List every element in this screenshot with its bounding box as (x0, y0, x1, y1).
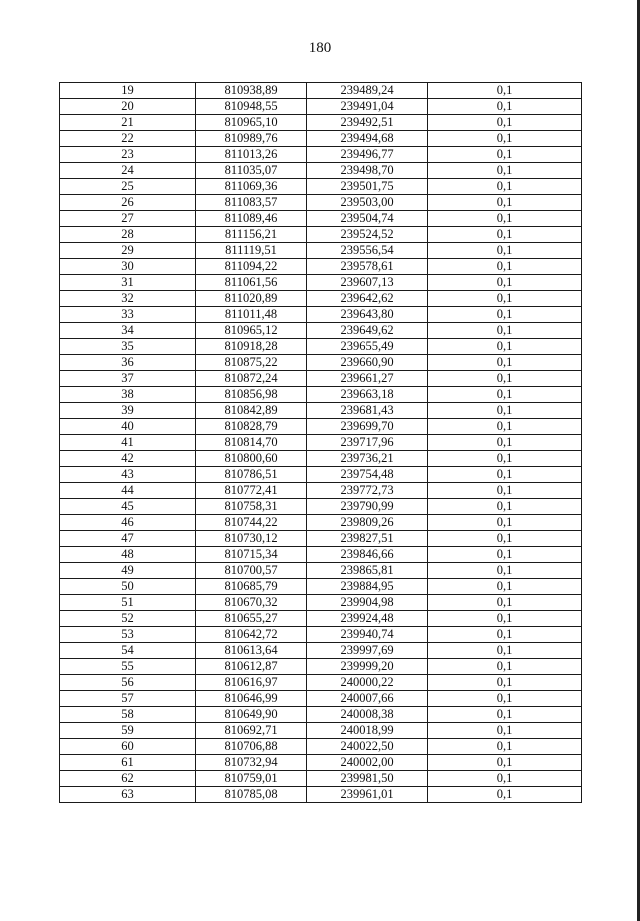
accuracy-cell: 0,1 (428, 83, 582, 99)
x-coordinate-cell: 810938,89 (196, 83, 307, 99)
x-coordinate-cell: 810715,34 (196, 547, 307, 563)
accuracy-cell: 0,1 (428, 499, 582, 515)
point-number-cell: 21 (60, 115, 196, 131)
y-coordinate-cell: 239491,04 (307, 99, 428, 115)
point-number-cell: 46 (60, 515, 196, 531)
y-coordinate-cell: 239503,00 (307, 195, 428, 211)
table-row (60, 579, 582, 595)
x-coordinate-cell: 810613,64 (196, 643, 307, 659)
y-coordinate-cell: 240000,22 (307, 675, 428, 691)
x-coordinate-cell: 810965,10 (196, 115, 307, 131)
table-row (60, 707, 582, 723)
y-coordinate-cell: 239498,70 (307, 163, 428, 179)
x-coordinate-cell: 810772,41 (196, 483, 307, 499)
y-coordinate-cell: 240007,66 (307, 691, 428, 707)
point-number-cell: 24 (60, 163, 196, 179)
accuracy-cell: 0,1 (428, 707, 582, 723)
x-coordinate-cell: 810785,08 (196, 787, 307, 803)
x-coordinate-cell: 810730,12 (196, 531, 307, 547)
point-number-cell: 42 (60, 451, 196, 467)
table-row (60, 499, 582, 515)
table-row (60, 771, 582, 787)
x-coordinate-cell: 810642,72 (196, 627, 307, 643)
x-coordinate-cell: 810692,71 (196, 723, 307, 739)
x-coordinate-cell: 810918,28 (196, 339, 307, 355)
table-row (60, 275, 582, 291)
table-row (60, 339, 582, 355)
table-row (60, 371, 582, 387)
x-coordinate-cell: 810685,79 (196, 579, 307, 595)
x-coordinate-cell: 811061,56 (196, 275, 307, 291)
y-coordinate-cell: 239643,80 (307, 307, 428, 323)
x-coordinate-cell: 810965,12 (196, 323, 307, 339)
x-coordinate-cell: 810616,97 (196, 675, 307, 691)
x-coordinate-cell: 810758,31 (196, 499, 307, 515)
point-number-cell: 44 (60, 483, 196, 499)
x-coordinate-cell: 810759,01 (196, 771, 307, 787)
y-coordinate-cell: 239981,50 (307, 771, 428, 787)
accuracy-cell: 0,1 (428, 451, 582, 467)
point-number-cell: 43 (60, 467, 196, 483)
point-number-cell: 31 (60, 275, 196, 291)
table-row (60, 691, 582, 707)
table-row (60, 419, 582, 435)
point-number-cell: 30 (60, 259, 196, 275)
accuracy-cell: 0,1 (428, 115, 582, 131)
y-coordinate-cell: 239884,95 (307, 579, 428, 595)
y-coordinate-cell: 239655,49 (307, 339, 428, 355)
x-coordinate-cell: 810646,99 (196, 691, 307, 707)
point-number-cell: 54 (60, 643, 196, 659)
accuracy-cell: 0,1 (428, 643, 582, 659)
accuracy-cell: 0,1 (428, 723, 582, 739)
point-number-cell: 33 (60, 307, 196, 323)
accuracy-cell: 0,1 (428, 595, 582, 611)
x-coordinate-cell: 810655,27 (196, 611, 307, 627)
accuracy-cell: 0,1 (428, 371, 582, 387)
x-coordinate-cell: 810700,57 (196, 563, 307, 579)
table-row (60, 659, 582, 675)
x-coordinate-cell: 811011,48 (196, 307, 307, 323)
y-coordinate-cell: 240002,00 (307, 755, 428, 771)
table-row (60, 739, 582, 755)
y-coordinate-cell: 239607,13 (307, 275, 428, 291)
table-row (60, 163, 582, 179)
accuracy-cell: 0,1 (428, 403, 582, 419)
accuracy-cell: 0,1 (428, 627, 582, 643)
accuracy-cell: 0,1 (428, 211, 582, 227)
y-coordinate-cell: 239924,48 (307, 611, 428, 627)
accuracy-cell: 0,1 (428, 435, 582, 451)
point-number-cell: 53 (60, 627, 196, 643)
accuracy-cell: 0,1 (428, 531, 582, 547)
y-coordinate-cell: 239997,69 (307, 643, 428, 659)
y-coordinate-cell: 239809,26 (307, 515, 428, 531)
y-coordinate-cell: 239699,70 (307, 419, 428, 435)
point-number-cell: 63 (60, 787, 196, 803)
accuracy-cell: 0,1 (428, 195, 582, 211)
table-row (60, 451, 582, 467)
table-row (60, 723, 582, 739)
y-coordinate-cell: 239681,43 (307, 403, 428, 419)
accuracy-cell: 0,1 (428, 771, 582, 787)
point-number-cell: 58 (60, 707, 196, 723)
x-coordinate-cell: 810732,94 (196, 755, 307, 771)
y-coordinate-cell: 239999,20 (307, 659, 428, 675)
x-coordinate-cell: 810948,55 (196, 99, 307, 115)
table-row (60, 483, 582, 499)
y-coordinate-cell: 239961,01 (307, 787, 428, 803)
accuracy-cell: 0,1 (428, 323, 582, 339)
accuracy-cell: 0,1 (428, 515, 582, 531)
x-coordinate-cell: 811094,22 (196, 259, 307, 275)
point-number-cell: 38 (60, 387, 196, 403)
point-number-cell: 55 (60, 659, 196, 675)
y-coordinate-cell: 239501,75 (307, 179, 428, 195)
y-coordinate-cell: 240022,50 (307, 739, 428, 755)
y-coordinate-cell: 239846,66 (307, 547, 428, 563)
table-row (60, 307, 582, 323)
accuracy-cell: 0,1 (428, 467, 582, 483)
point-number-cell: 22 (60, 131, 196, 147)
y-coordinate-cell: 239649,62 (307, 323, 428, 339)
accuracy-cell: 0,1 (428, 355, 582, 371)
x-coordinate-cell: 810786,51 (196, 467, 307, 483)
point-number-cell: 48 (60, 547, 196, 563)
x-coordinate-cell: 811035,07 (196, 163, 307, 179)
point-number-cell: 37 (60, 371, 196, 387)
table-row (60, 611, 582, 627)
x-coordinate-cell: 811089,46 (196, 211, 307, 227)
coordinates-table-body (60, 83, 582, 803)
table-row (60, 147, 582, 163)
x-coordinate-cell: 810875,22 (196, 355, 307, 371)
x-coordinate-cell: 811156,21 (196, 227, 307, 243)
table-row (60, 259, 582, 275)
x-coordinate-cell: 810744,22 (196, 515, 307, 531)
table-row (60, 643, 582, 659)
accuracy-cell: 0,1 (428, 579, 582, 595)
point-number-cell: 19 (60, 83, 196, 99)
x-coordinate-cell: 811020,89 (196, 291, 307, 307)
y-coordinate-cell: 239492,51 (307, 115, 428, 131)
point-number-cell: 49 (60, 563, 196, 579)
accuracy-cell: 0,1 (428, 755, 582, 771)
y-coordinate-cell: 240018,99 (307, 723, 428, 739)
accuracy-cell: 0,1 (428, 483, 582, 499)
y-coordinate-cell: 239494,68 (307, 131, 428, 147)
table-row (60, 627, 582, 643)
y-coordinate-cell: 239754,48 (307, 467, 428, 483)
accuracy-cell: 0,1 (428, 547, 582, 563)
y-coordinate-cell: 239940,74 (307, 627, 428, 643)
x-coordinate-cell: 810800,60 (196, 451, 307, 467)
point-number-cell: 28 (60, 227, 196, 243)
table-row (60, 515, 582, 531)
y-coordinate-cell: 239827,51 (307, 531, 428, 547)
x-coordinate-cell: 810706,88 (196, 739, 307, 755)
point-number-cell: 26 (60, 195, 196, 211)
point-number-cell: 39 (60, 403, 196, 419)
table-row (60, 83, 582, 99)
table-row (60, 99, 582, 115)
point-number-cell: 50 (60, 579, 196, 595)
table-row (60, 563, 582, 579)
table-row (60, 243, 582, 259)
point-number-cell: 32 (60, 291, 196, 307)
accuracy-cell: 0,1 (428, 419, 582, 435)
accuracy-cell: 0,1 (428, 787, 582, 803)
y-coordinate-cell: 239524,52 (307, 227, 428, 243)
point-number-cell: 52 (60, 611, 196, 627)
accuracy-cell: 0,1 (428, 227, 582, 243)
y-coordinate-cell: 239663,18 (307, 387, 428, 403)
point-number-cell: 27 (60, 211, 196, 227)
table-row (60, 323, 582, 339)
accuracy-cell: 0,1 (428, 99, 582, 115)
y-coordinate-cell: 239489,24 (307, 83, 428, 99)
x-coordinate-cell: 810828,79 (196, 419, 307, 435)
point-number-cell: 29 (60, 243, 196, 259)
x-coordinate-cell: 810989,76 (196, 131, 307, 147)
table-row (60, 355, 582, 371)
table-row (60, 195, 582, 211)
y-coordinate-cell: 239904,98 (307, 595, 428, 611)
y-coordinate-cell: 239661,27 (307, 371, 428, 387)
table-row (60, 291, 582, 307)
accuracy-cell: 0,1 (428, 739, 582, 755)
accuracy-cell: 0,1 (428, 659, 582, 675)
y-coordinate-cell: 239660,90 (307, 355, 428, 371)
x-coordinate-cell: 811069,36 (196, 179, 307, 195)
accuracy-cell: 0,1 (428, 387, 582, 403)
y-coordinate-cell: 239496,77 (307, 147, 428, 163)
accuracy-cell: 0,1 (428, 275, 582, 291)
accuracy-cell: 0,1 (428, 691, 582, 707)
table-row (60, 179, 582, 195)
point-number-cell: 62 (60, 771, 196, 787)
x-coordinate-cell: 810649,90 (196, 707, 307, 723)
y-coordinate-cell: 239736,21 (307, 451, 428, 467)
y-coordinate-cell: 239790,99 (307, 499, 428, 515)
accuracy-cell: 0,1 (428, 163, 582, 179)
point-number-cell: 45 (60, 499, 196, 515)
x-coordinate-cell: 810814,70 (196, 435, 307, 451)
table-row (60, 227, 582, 243)
x-coordinate-cell: 811083,57 (196, 195, 307, 211)
y-coordinate-cell: 239772,73 (307, 483, 428, 499)
page-number: 180 (308, 40, 332, 56)
accuracy-cell: 0,1 (428, 179, 582, 195)
point-number-cell: 56 (60, 675, 196, 691)
point-number-cell: 40 (60, 419, 196, 435)
accuracy-cell: 0,1 (428, 259, 582, 275)
table-row (60, 435, 582, 451)
point-number-cell: 57 (60, 691, 196, 707)
y-coordinate-cell: 239717,96 (307, 435, 428, 451)
accuracy-cell: 0,1 (428, 307, 582, 323)
point-number-cell: 61 (60, 755, 196, 771)
table-row (60, 115, 582, 131)
y-coordinate-cell: 239865,81 (307, 563, 428, 579)
y-coordinate-cell: 239556,54 (307, 243, 428, 259)
point-number-cell: 36 (60, 355, 196, 371)
point-number-cell: 25 (60, 179, 196, 195)
point-number-cell: 59 (60, 723, 196, 739)
x-coordinate-cell: 810856,98 (196, 387, 307, 403)
table-row (60, 211, 582, 227)
accuracy-cell: 0,1 (428, 563, 582, 579)
x-coordinate-cell: 810842,89 (196, 403, 307, 419)
x-coordinate-cell: 810872,24 (196, 371, 307, 387)
table-row (60, 595, 582, 611)
table-row (60, 675, 582, 691)
table-row (60, 547, 582, 563)
y-coordinate-cell: 239504,74 (307, 211, 428, 227)
point-number-cell: 60 (60, 739, 196, 755)
x-coordinate-cell: 810612,87 (196, 659, 307, 675)
x-coordinate-cell: 811119,51 (196, 243, 307, 259)
table-row (60, 403, 582, 419)
point-number-cell: 34 (60, 323, 196, 339)
table-row (60, 531, 582, 547)
accuracy-cell: 0,1 (428, 147, 582, 163)
table-row (60, 131, 582, 147)
y-coordinate-cell: 240008,38 (307, 707, 428, 723)
y-coordinate-cell: 239578,61 (307, 259, 428, 275)
point-number-cell: 23 (60, 147, 196, 163)
table-row (60, 755, 582, 771)
table-row (60, 467, 582, 483)
y-coordinate-cell: 239642,62 (307, 291, 428, 307)
x-coordinate-cell: 810670,32 (196, 595, 307, 611)
table-row (60, 787, 582, 803)
point-number-cell: 41 (60, 435, 196, 451)
x-coordinate-cell: 811013,26 (196, 147, 307, 163)
accuracy-cell: 0,1 (428, 611, 582, 627)
accuracy-cell: 0,1 (428, 339, 582, 355)
accuracy-cell: 0,1 (428, 675, 582, 691)
accuracy-cell: 0,1 (428, 243, 582, 259)
point-number-cell: 35 (60, 339, 196, 355)
accuracy-cell: 0,1 (428, 291, 582, 307)
accuracy-cell: 0,1 (428, 131, 582, 147)
point-number-cell: 47 (60, 531, 196, 547)
point-number-cell: 51 (60, 595, 196, 611)
table-row (60, 387, 582, 403)
point-number-cell: 20 (60, 99, 196, 115)
coordinates-table (59, 82, 582, 803)
